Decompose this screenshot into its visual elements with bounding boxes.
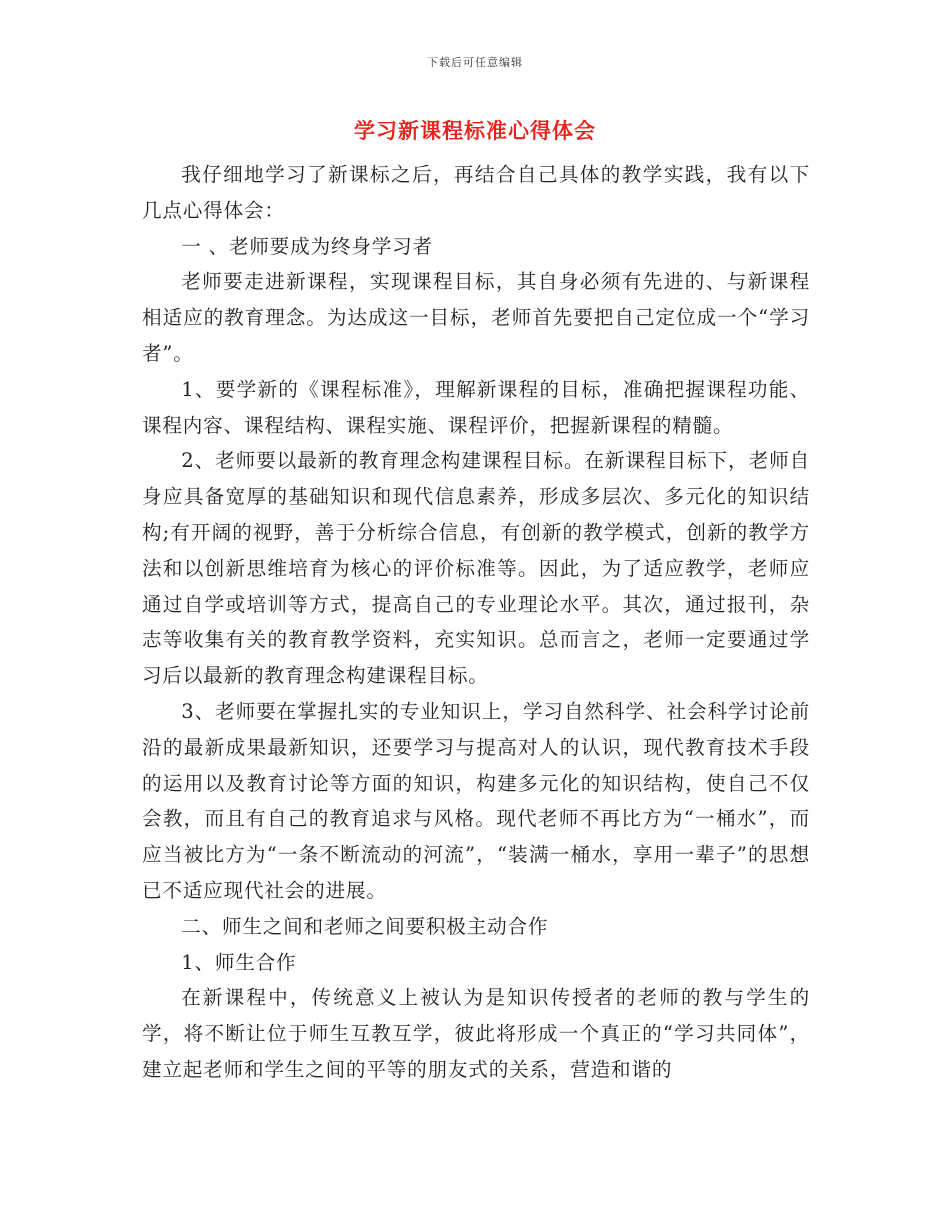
paragraph: 老师要走进新课程，实现课程目标，其自身必须有先进的、与新课程相适应的教育理念。为达成这一目标，老师首先要把自己定位成一个“学习者”。 — [142, 270, 810, 365]
section-heading: 一 、老师要成为终身学习者 — [181, 234, 433, 258]
paragraph: 我仔细地学习了新课标之后，再结合自己具体的教学实践，我有以下几点心得体会： — [142, 163, 810, 222]
document-title: 学习新课程标准心得体会 — [354, 119, 596, 143]
paragraph: 3、老师要在掌握扎实的专业知识上，学习自然科学、社会科学讨论前沿的最新成果最新知识，还要学习与提高对人的认识，现代教育技术手段的运用以及教育讨论等方面的知识，构建多元化的知识结构，使自己不仅会教，而且有自己的教育追求与风格。现代老师不再比方为“一桶水”，而应当被比方为“一条不断流动的河流”，“装满一桶水，享用一辈子”的思想已不适应现代社会的进展。 — [142, 699, 810, 902]
paragraph: 2、老师要以最新的教育理念构建课程目标。在新课程目标下，老师自身应具备宽厚的基础知识和现代信息素养，形成多层次、多元化的知识结构;有开阔的视野，善于分析综合信息，有创新的教学模式，创新的教学方法和以创新思维培育为核心的评价标准等。因此，为了适应教学，老师应通过自学或培训等方式，提高自己的专业理论水平。其次，通过报刊，杂志等收集有关的教育教学资料，充实知识。总而言之，老师一定要通过学习后以最新的教育理念构建课程目标。 — [142, 449, 810, 688]
section-heading: 二、师生之间和老师之间要积极主动合作 — [181, 914, 549, 938]
paragraph: 在新课程中，传统意义上被认为是知识传授者的老师的教与学生的学，将不断让位于师生互教互学，彼此将形成一个真正的“学习共同体”，建立起老师和学生之间的平等的朋友式的关系，营造和谐的 — [142, 986, 810, 1081]
subsection-heading: 1、师生合作 — [181, 950, 297, 974]
paragraph: 1、要学新的《课程标准》，理解新课程的目标，准确把握课程功能、课程内容、课程结构、课程实施、课程评价，把握新课程的精髓。 — [142, 377, 810, 437]
document-body — [142, 157, 810, 1088]
header-note: 下载后可任意编辑 — [427, 56, 523, 69]
